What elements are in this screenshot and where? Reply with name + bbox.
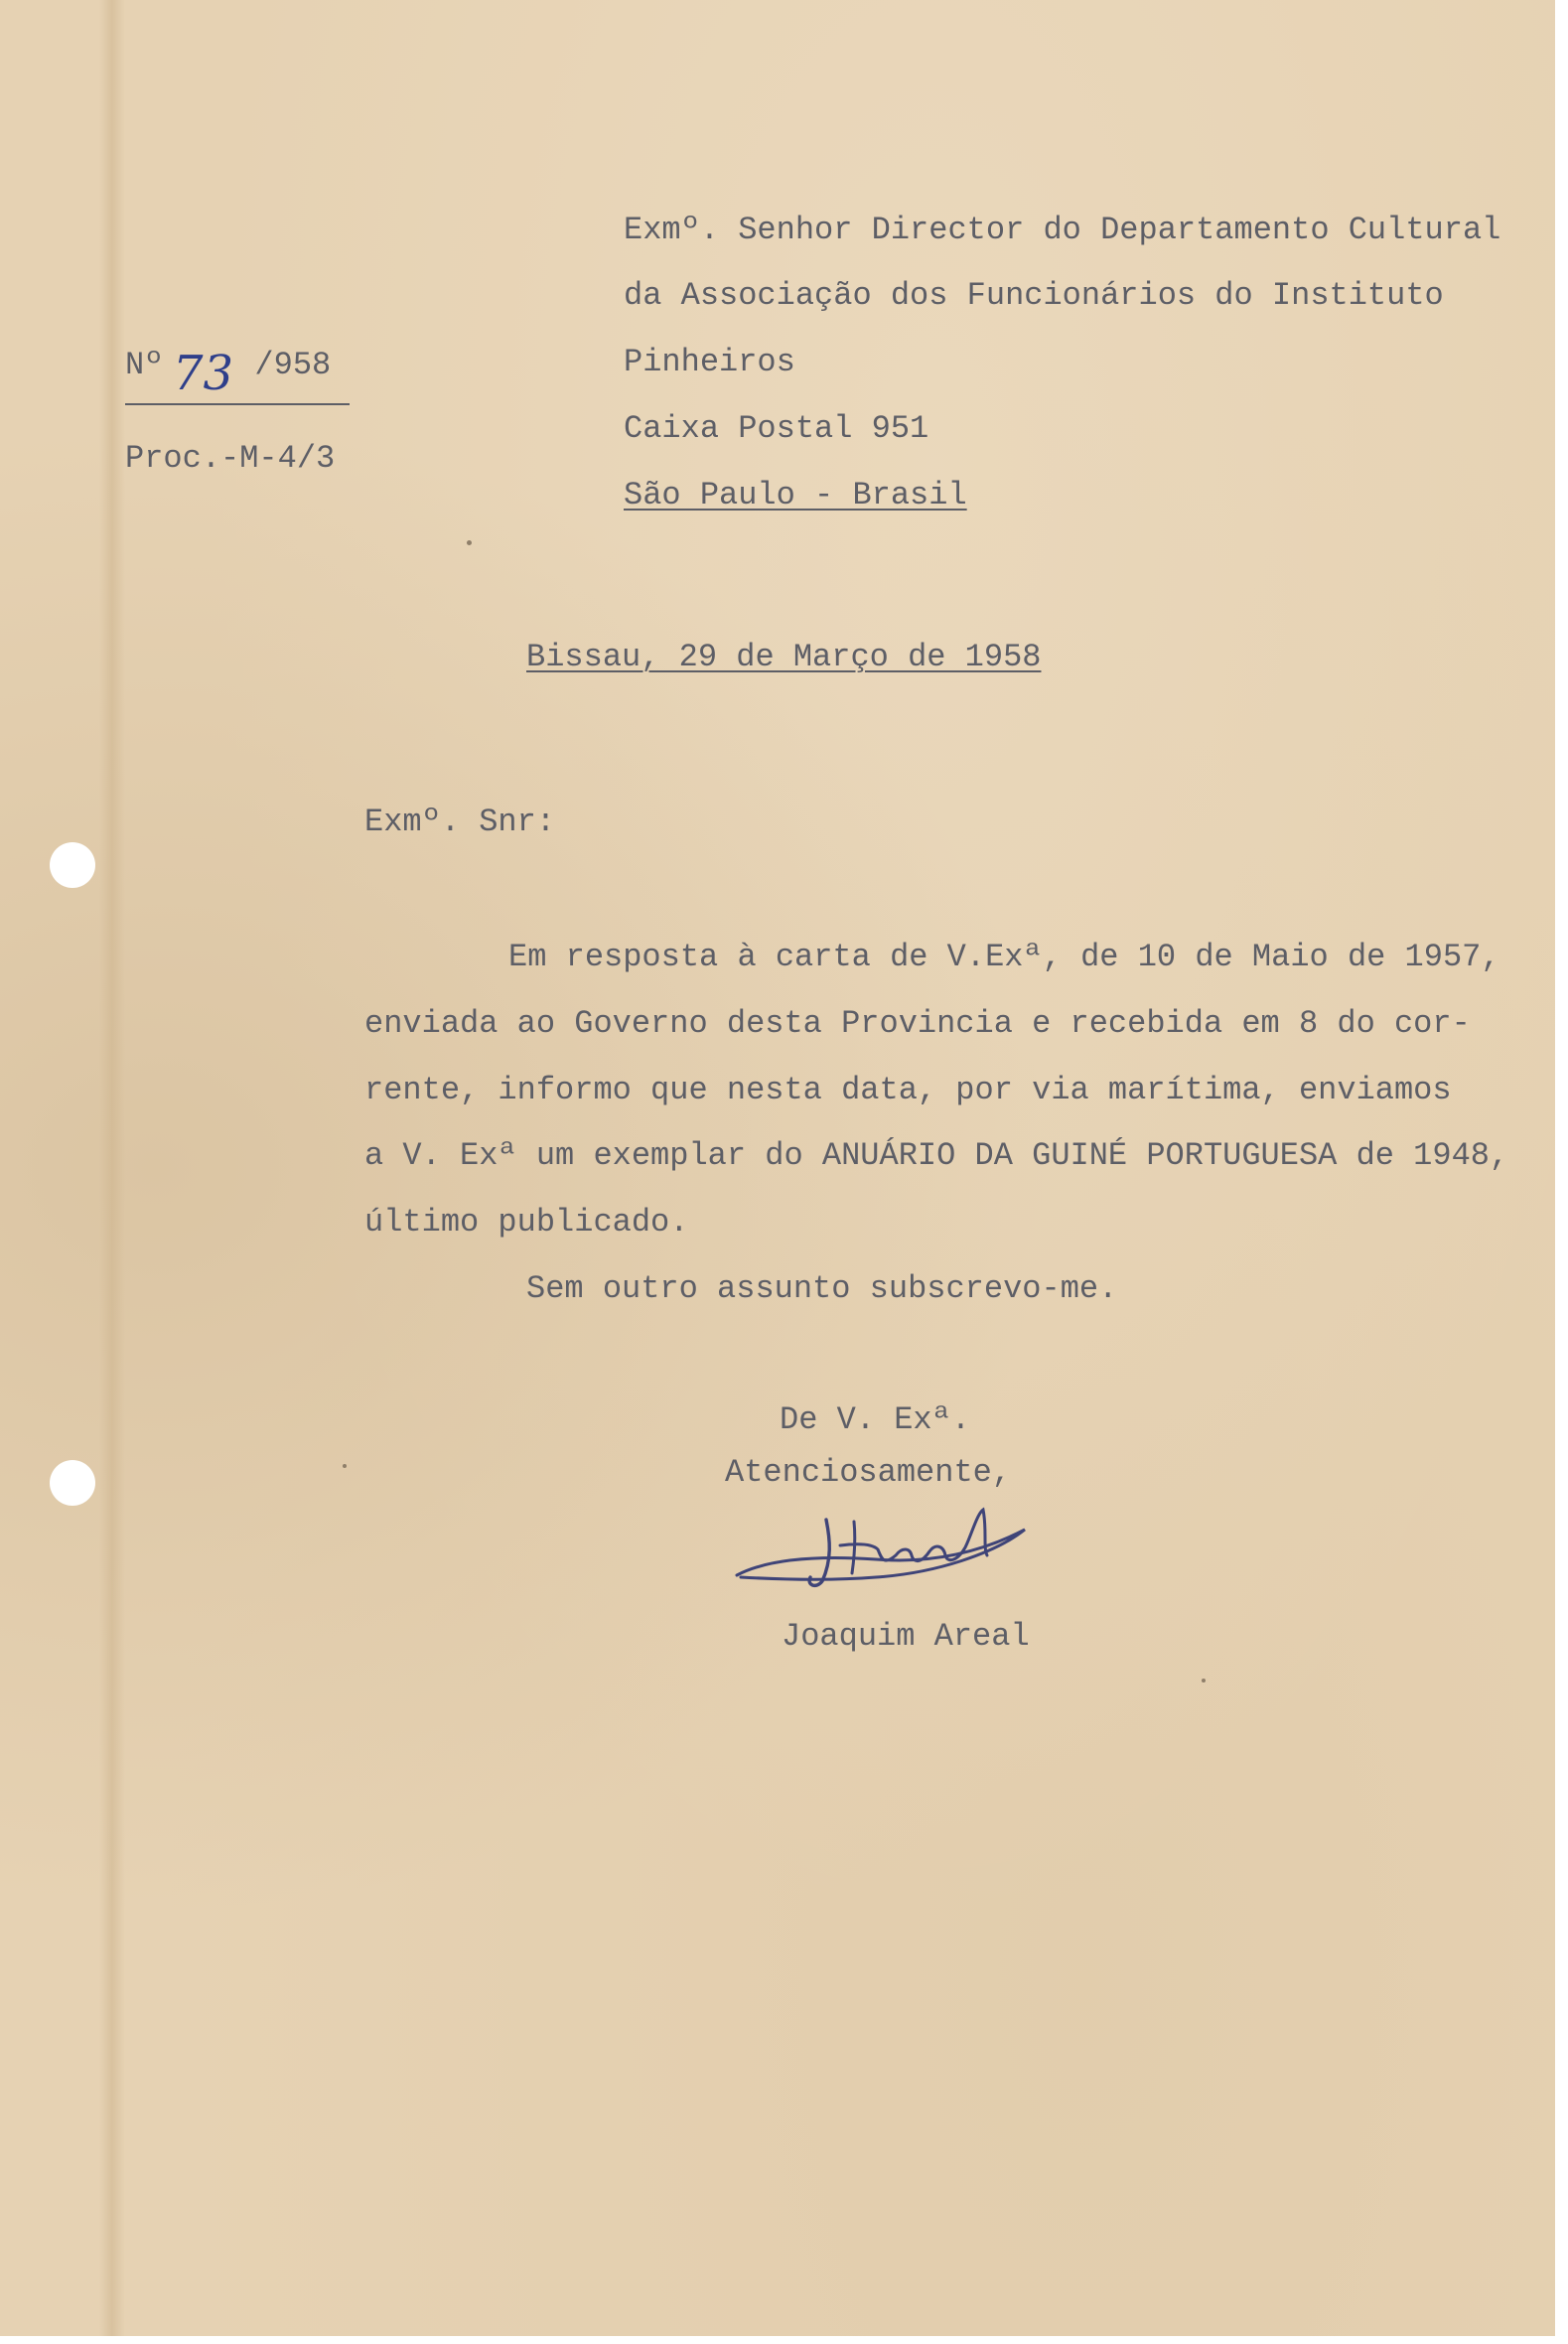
paper-speck xyxy=(467,540,472,545)
process-reference: Proc.-M-4/3 xyxy=(125,440,336,477)
body-line: rente, informo que nesta data, por via marítima, enviamos xyxy=(364,1072,1452,1108)
handwritten-reference-number xyxy=(165,346,264,419)
addressee-line: Exmº. Senhor Director do Departamento Cultural xyxy=(624,212,1501,248)
addressee-line: Pinheiros xyxy=(624,344,795,380)
handwritten-signature xyxy=(727,1490,1035,1619)
punch-hole xyxy=(50,842,95,888)
addressee-line: São Paulo - Brasil xyxy=(624,477,967,513)
closing-line: Sem outro assunto subscrevo-me. xyxy=(526,1270,1118,1307)
body-line: último publicado. xyxy=(364,1204,689,1241)
svg-text:73: 73 xyxy=(173,346,234,401)
salutation: Exmº. Snr: xyxy=(364,804,556,840)
reference-number-prefix: Nº xyxy=(125,347,164,383)
addressee-line: Caixa Postal 951 xyxy=(624,410,929,447)
body-line: enviada ao Governo desta Provincia e recebida em 8 do cor- xyxy=(364,1005,1471,1042)
body-line: Em resposta à carta de V.Exª, de 10 de Maio de 1957, xyxy=(508,939,1500,975)
body-line: a V. Exª um exemplar do ANUÁRIO DA GUINÉ PORTUGUESA de 1948, xyxy=(364,1137,1509,1174)
valediction: Atenciosamente, xyxy=(725,1454,1012,1491)
paper-speck xyxy=(1202,1679,1206,1683)
courtesy-line: De V. Exª. xyxy=(780,1401,971,1438)
punch-hole xyxy=(50,1460,95,1506)
paper-fold-shadow xyxy=(99,0,125,2336)
signatory-name: Joaquim Areal xyxy=(782,1618,1030,1655)
paper-speck xyxy=(343,1464,347,1468)
place-date: Bissau, 29 de Março de 1958 xyxy=(526,639,1042,675)
reference-number-suffix: /958 xyxy=(254,347,332,383)
addressee-line: da Associação dos Funcionários do Instituto xyxy=(624,277,1444,314)
